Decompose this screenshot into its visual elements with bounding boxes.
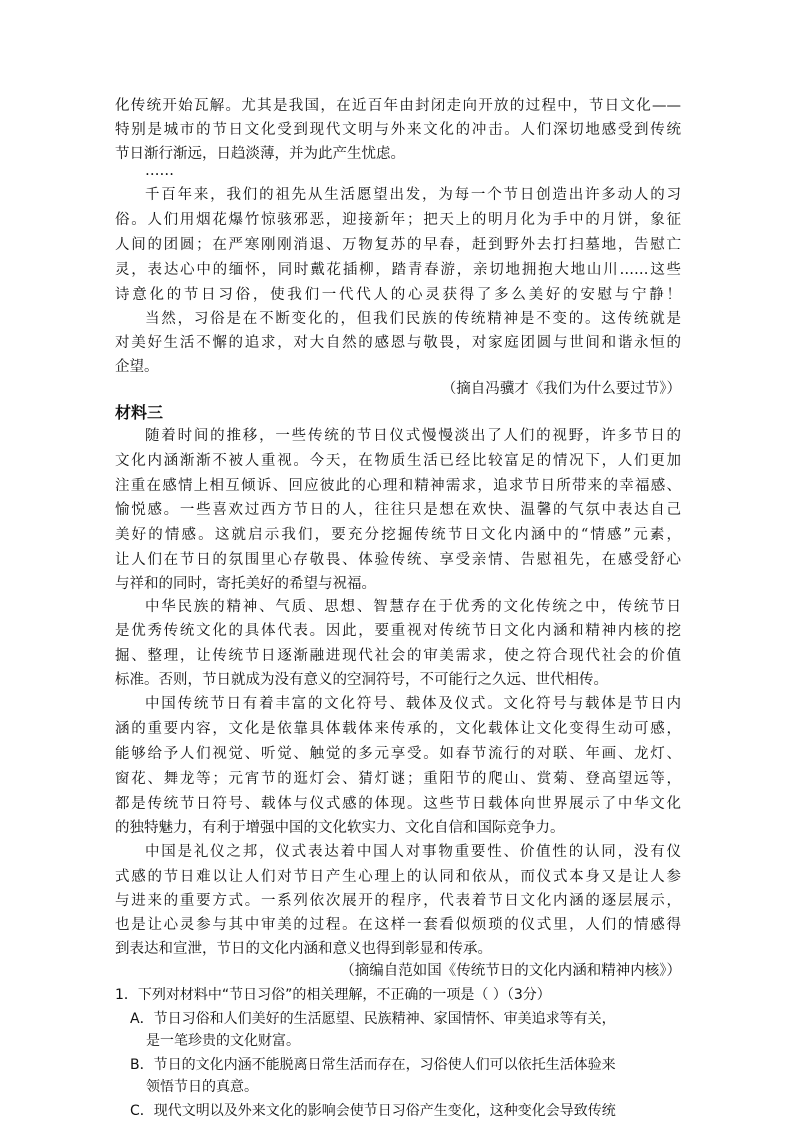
text-line: 与祥和的同时，寄托美好的希望与祝福。 [115,576,376,592]
text-line: 节日渐行渐远，日趋淡薄，并为此产生忧虑。 [115,146,405,162]
text-line: 灵，表达心中的缅怀，同时戴花插柳，踏青春游，亲切地拥抱大地山川……这些 [115,262,681,278]
text-line: 都是传统节日符号、载体与仪式感的体现。这些节日载体向世界展示了中华文化 [115,796,681,812]
text-line: 式感的节日难以让人们对节日产生心理上的认同和依从，而仪式本身又是让人参 [115,869,681,885]
text-line: 中华民族的精神、气质、思想、智慧存在于优秀的文化传统之中，传统节日 [145,599,681,615]
text-line: 窗花、舞龙等；元宵节的逛灯会、猜灯谜；重阳节的爬山、赏菊、登高望远等， [115,771,681,787]
text-line: 企望。 [115,359,159,375]
text-line: 随着时间的推移，一些传统的节日仪式慢慢淡出了人们的视野，许多节日的 [145,428,681,444]
text-line: 掘、整理，让传统节日逐渐融进现代社会的审美需求，使之符合现代社会的价值 [115,648,681,664]
text-line: 美好的情感。这就启示我们，要充分挖掘传统节日文化内涵中的“情感”元素， [115,527,681,543]
ellipsis: …… [145,163,174,179]
text-line: 愉悦感。一些喜欢过西方节日的人，往往只是想在欢快、温馨的气氛中表达自己 [115,502,681,518]
source-citation: （摘自冯骥才《我们为什么要过节》） [441,381,681,397]
section-heading: 材料三 [115,403,164,422]
text-line: 对美好生活不懈的追求，对大自然的感恩与敬畏，对家庭团圆与世间和谐永恒的 [115,335,681,351]
text-line: 是优秀传统文化的具体代表。因此，要重视对传统节日文化内涵和精神内核的挖 [115,623,681,639]
text-line: 化传统开始瓦解。尤其是我国，在近百年由封闭走向开放的过程中，节日文化—— [115,98,681,114]
text-line: 也是让心灵参与其中审美的过程。在这样一套看似烦琐的仪式里，人们的情感得 [115,917,681,933]
option-a[interactable]: A．节日习俗和人们美好的生活愿望、民族精神、家国情怀、审美追求等有关， [130,1011,616,1027]
source-citation: （摘编自范如国《传统节日的文化内涵和精神内核》） [340,963,681,979]
option-c[interactable]: C．现代文明以及外来文化的影响会使节日习俗产生变化，这种变化会导致传统 [130,1103,616,1119]
text-line: 当然，习俗是在不断变化的，但我们民族的传统精神是不变的。这传统就是 [145,311,681,327]
text-line: 诗意化的节日习俗，使我们一代代人的心灵获得了多么美好的安慰与宁静！ [115,287,681,303]
text-line: 涵的重要内容，文化是依靠具体载体来传承的，文化载体让文化变得生动可感， [115,721,681,737]
text-line: 中国是礼仪之邦，仪式表达着中国人对事物重要性、价值性的认同，没有仪 [145,844,681,860]
option-a-continued: 是一笔珍贵的文化财富。 [146,1033,300,1049]
text-line: 能够给予人们视觉、听觉、触觉的多元享受。如春节流行的对联、年画、龙灯、 [115,746,681,762]
option-b[interactable]: B．节日的文化内涵不能脱离日常生活而存在，习俗使人们可以依托生活体验来 [130,1057,616,1073]
option-b-continued: 领悟节日的真意。 [146,1079,258,1095]
text-line: 特别是城市的节日文化受到现代文明与外来文化的冲击。人们深切地感受到传统 [115,122,681,138]
text-line: 注重在感情上相互倾诉、回应彼此的心理和精神需求，追求节日所带来的幸福感、 [115,478,681,494]
text-line: 俗。人们用烟花爆竹惊骇邪恶，迎接新年；把天上的明月化为手中的月饼，象征 [115,212,681,228]
text-line: 标准。否则，节日就成为没有意义的空洞符号，不可能行之久远、世代相传。 [115,672,608,688]
text-line: 文化内涵渐渐不被人重视。今天，在物质生活已经比较富足的情况下，人们更加 [115,453,681,469]
text-line: 千百年来，我们的祖先从生活愿望出发，为每一个节日创造出许多动人的习 [145,187,681,203]
question-stem: 1．下列对材料中“节日习俗”的相关理解，不正确的一项是（ ）（3分） [115,987,551,1003]
text-line: 让人们在节日的氛围里心存敬畏、体验传统、享受亲情、告慰祖先，在感受舒心 [115,552,681,568]
text-line: 人间的团圆；在严寒刚刚消退、万物复苏的早春，赶到野外去打扫墓地，告慰亡 [115,237,681,253]
text-line: 的独特魅力，有利于增强中国的文化软实力、文化自信和国际竞争力。 [115,820,565,836]
text-line: 与进来的重要方式。一系列依次展开的程序，代表着节日文化内涵的逐层展示， [115,893,681,909]
text-line: 中国传统节日有着丰富的文化符号、载体及仪式。文化符号与载体是节日内 [145,696,681,712]
text-line: 到表达和宣泄，节日的文化内涵和意义也得到彰显和传承。 [115,941,492,957]
